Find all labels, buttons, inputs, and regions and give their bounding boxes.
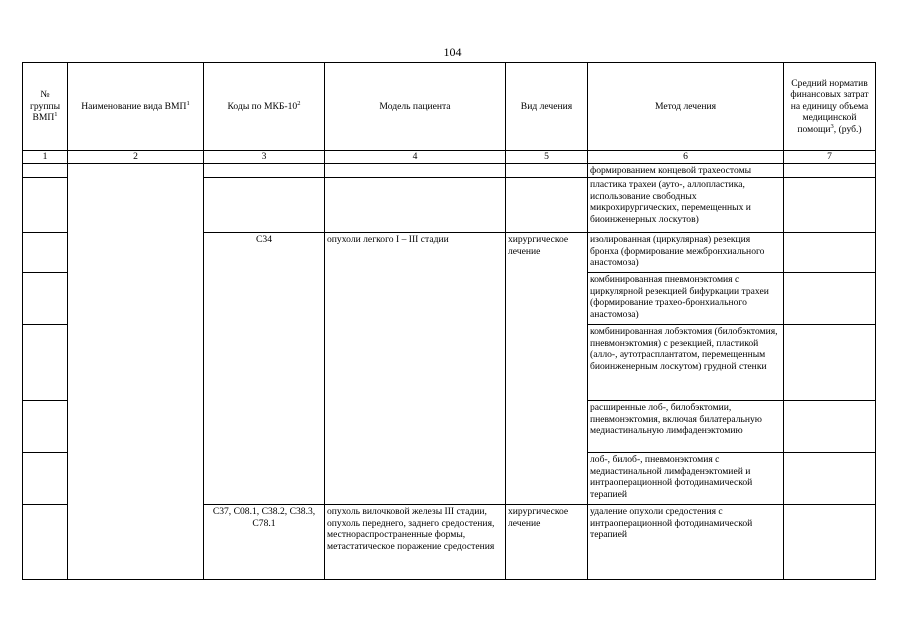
- cost-cell: [784, 233, 876, 273]
- cost-cell: [784, 273, 876, 325]
- table-row: [23, 164, 876, 178]
- group-number-cell: [23, 164, 68, 178]
- treatment-method-cell: изолированная (циркулярная) резекция бронха (формирование межбронхиального анастомоза): [588, 233, 784, 273]
- treatment-method-cell: формированием концевой трахеостомы: [588, 164, 784, 178]
- column-number: 2: [68, 151, 204, 164]
- header-treatment-type: Вид лечения: [506, 63, 588, 151]
- treatment-method-cell: лоб-, билоб-, пневмонэктомия с медиастинальной лимфаденэктомией и интраоперационной фотодинамической терапией: [588, 453, 784, 505]
- header-row: [23, 63, 876, 151]
- treatment-method-cell: комбинированная пневмонэктомия с циркулярной резекцией бифуркации трахеи (формирование трахео-бронхиального анастомоза): [588, 273, 784, 325]
- patient-model-cell: [325, 178, 506, 233]
- header-group-number: № группы ВМП$^1$: [23, 63, 68, 151]
- icd-codes-cell: [204, 178, 325, 233]
- treatment-type-cell: хирургическое лечение: [506, 505, 588, 580]
- medical-care-table: [22, 62, 876, 580]
- group-number-cell: [23, 453, 68, 505]
- patient-model-cell: опухоль вилочковой железы III стадии, опухоль переднего, заднего средостения, местнораспространенные формы, метастатическое поражение средостения: [325, 505, 506, 580]
- cost-cell: [784, 401, 876, 453]
- cost-cell: [784, 325, 876, 401]
- treatment-method-cell: комбинированная лобэктомия (билобэктомия, пневмонэктомия) с резекцией, пластикой (алло-, аутотрасплантатом, перемещенным биоинженерным лоскутом) грудной стенки: [588, 325, 784, 401]
- header-icd-codes: Коды по МКБ-$10^2$: [204, 63, 325, 151]
- header-treatment-method: Метод лечения: [588, 63, 784, 151]
- treatment-type-cell: [506, 178, 588, 233]
- icd-codes-cell: [204, 164, 325, 178]
- treatment-type-cell: [506, 164, 588, 178]
- group-number-cell: [23, 233, 68, 273]
- header-vmp-name: Наименование вида ВМП$^1$: [68, 63, 204, 151]
- cost-cell: [784, 164, 876, 178]
- column-number: 3: [204, 151, 325, 164]
- cost-cell: [784, 178, 876, 233]
- column-number: 7: [784, 151, 876, 164]
- treatment-method-cell: расширенные лоб-, билобэктомии, пневмонэктомия, включая билатеральную медиастинальную лимфаденэктомию: [588, 401, 784, 453]
- column-number-row: [23, 151, 876, 164]
- group-number-cell: [23, 325, 68, 401]
- group-number-cell: [23, 178, 68, 233]
- column-number: 5: [506, 151, 588, 164]
- treatment-method-cell: пластика трахеи (ауто-, аллопластика, использование свободных микрохирургических, перемещенных и биоинженерных лоскутов): [588, 178, 784, 233]
- icd-codes-cell: C37, C08.1, C38.2, C38.3, C78.1: [204, 505, 325, 580]
- cost-cell: [784, 505, 876, 580]
- patient-model-cell: [325, 164, 506, 178]
- patient-model-cell: опухоли легкого I – III стадии: [325, 233, 506, 505]
- treatment-type-cell: хирургическое лечение: [506, 233, 588, 505]
- header-cost-standard: Средний норматив финансовых затрат на единицу объема медицинской помощи$^3$, (руб.): [784, 63, 876, 151]
- column-number: 6: [588, 151, 784, 164]
- column-number: 4: [325, 151, 506, 164]
- group-number-cell: [23, 505, 68, 580]
- header-patient-model: Модель пациента: [325, 63, 506, 151]
- group-number-cell: [23, 273, 68, 325]
- group-number-cell: [23, 401, 68, 453]
- treatment-method-cell: удаление опухоли средостения с интраоперационной фотодинамической терапией: [588, 505, 784, 580]
- vmp-name-cell: [68, 164, 204, 580]
- cost-cell: [784, 453, 876, 505]
- page-number: 104: [443, 45, 462, 59]
- column-number: 1: [23, 151, 68, 164]
- icd-codes-cell: C34: [204, 233, 325, 505]
